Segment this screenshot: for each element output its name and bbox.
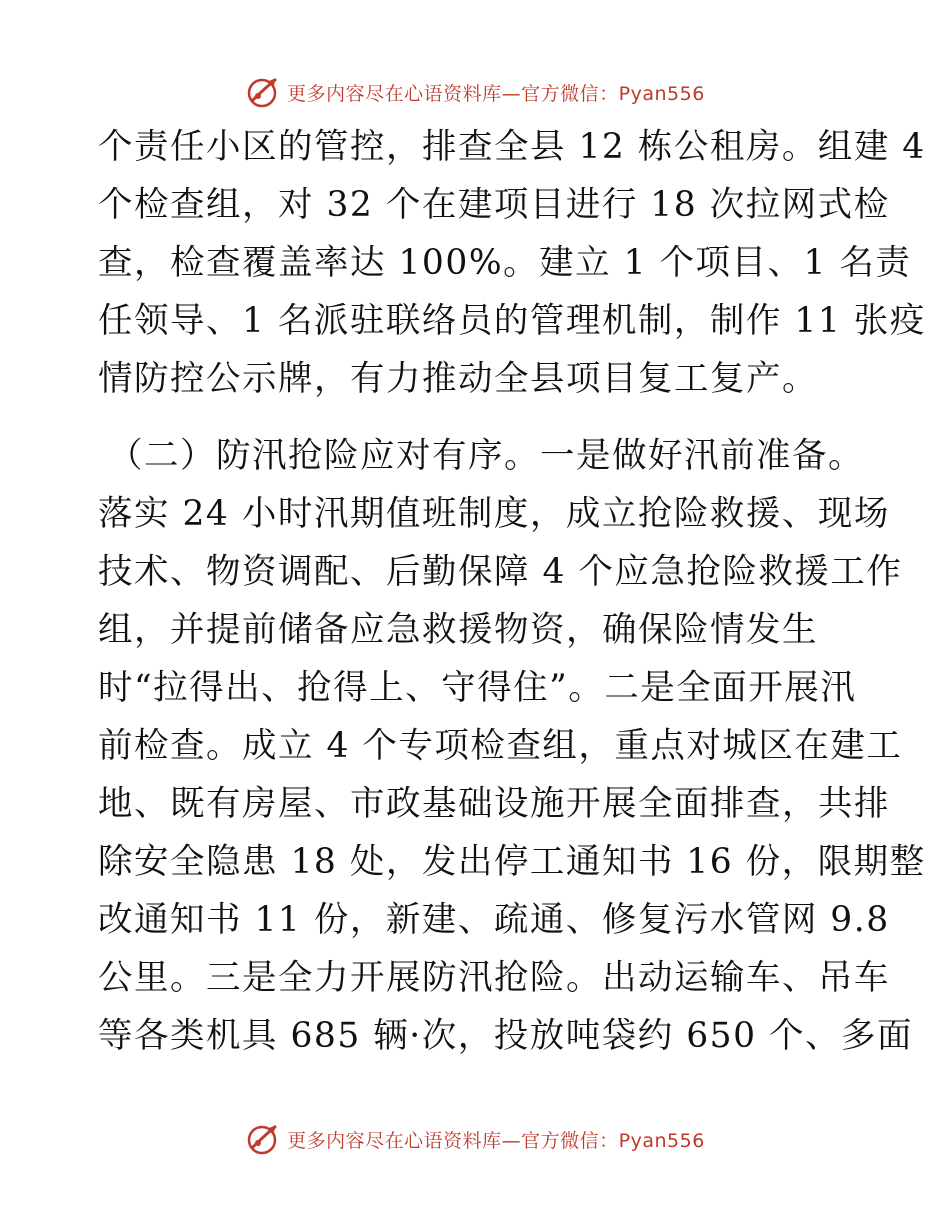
watermark-text: 更多内容尽在心语资料库—官方微信：Pyan556 <box>287 82 705 105</box>
watermark-text: 更多内容尽在心语资料库—官方微信：Pyan556 <box>287 1129 705 1152</box>
text-line: 个检查组，对 32 个在建项目进行 18 次拉网式检 <box>98 185 890 225</box>
text-line: 个责任小区的管控，排查全县 12 栋公租房。组建 4 <box>98 127 926 167</box>
pen-ribbon-logo-icon <box>245 74 281 110</box>
text-line: 地、既有房屋、市政基础设施开展全面排查，共排 <box>98 784 890 824</box>
section-heading-line: （二）防汛抢险应对有序。一是做好汛前准备。 <box>108 436 864 476</box>
footer-watermark <box>0 1119 950 1159</box>
pen-ribbon-logo-icon <box>245 1121 281 1157</box>
text-line: 技术、物资调配、后勤保障 4 个应急抢险救援工作 <box>98 552 903 592</box>
text-line: 时“拉得出、抢得上、守得住”。二是全面开展汛 <box>98 668 857 708</box>
text-line: 除安全隐患 18 处，发出停工通知书 16 份，限期整 <box>98 842 926 882</box>
text-line: 等各类机具 685 辆·次，投放吨袋约 650 个、多面 <box>98 1016 914 1056</box>
text-line: 前检查。成立 4 个专项检查组，重点对城区在建工 <box>98 726 903 766</box>
text-line: 查，检查覆盖率达 100%。建立 1 个项目、1 名责 <box>98 243 912 283</box>
text-line: 组，并提前储备应急救援物资，确保险情发生 <box>98 610 818 650</box>
text-line: 改通知书 11 份，新建、疏通、修复污水管网 9.8 <box>98 900 890 940</box>
text-line: 任领导、1 名派驻联络员的管理机制，制作 11 张疫 <box>98 301 926 341</box>
header-watermark <box>0 72 950 112</box>
text-line: 公里。三是全力开展防汛抢险。出动运输车、吊车 <box>98 958 890 998</box>
text-line: 情防控公示牌，有力推动全县项目复工复产。 <box>98 359 818 399</box>
text-line: 落实 24 小时汛期值班制度，成立抢险救援、现场 <box>98 494 890 534</box>
